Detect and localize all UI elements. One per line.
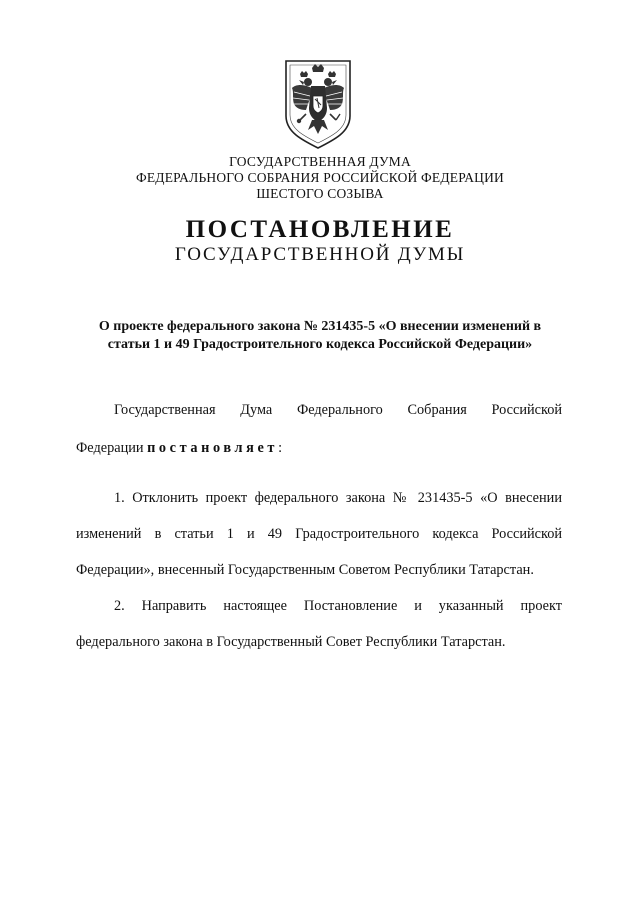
item-1-line-3: Федерации», внесенный Государственным Советом Республики Татарстан.	[76, 562, 534, 578]
item-1-line-2: изменений в статьи 1 и 49 Градостроительного кодекса Российской	[76, 526, 562, 542]
item-1-line-1: 1. Отклонить проект федерального закона № 231435-5 «О внесении	[114, 490, 562, 506]
item-2-line-2: федерального закона в Государственный Совет Республики Татарстан.	[76, 634, 506, 650]
preamble-start: Федерации	[76, 440, 148, 456]
issuer-line-1: ГОСУДАРСТВЕННАЯ ДУМА	[229, 154, 411, 169]
preamble-end: :	[278, 440, 283, 456]
document-subject	[60, 318, 580, 354]
item-2-line-1: 2. Направить настоящее Постановление и указанный проект	[114, 598, 562, 614]
preamble-line-1: Государственная Дума Федерального Собрания Российской	[114, 402, 562, 418]
preamble-line-2	[76, 439, 562, 457]
russian-coat-of-arms-icon	[282, 58, 354, 150]
subject-line-2: статьи 1 и 49 Градостроительного кодекса Российской Федерации»	[107, 337, 533, 352]
issuer-line-2: ФЕДЕРАЛЬНОГО СОБРАНИЯ РОССИЙСКОЙ ФЕДЕРАЦИИ	[136, 170, 504, 185]
issuer-line-3: ШЕСТОГО СОЗЫВА	[256, 186, 384, 201]
subject-line-1: О проекте федерального закона № 231435-5 «О внесении изменений в	[98, 319, 542, 334]
document-title: ПОСТАНОВЛЕНИЕ	[185, 216, 455, 243]
issuer-header	[0, 154, 640, 202]
decision-word: постановляет	[147, 440, 279, 456]
document-subtitle: ГОСУДАРСТВЕННОЙ ДУМЫ	[174, 244, 466, 265]
